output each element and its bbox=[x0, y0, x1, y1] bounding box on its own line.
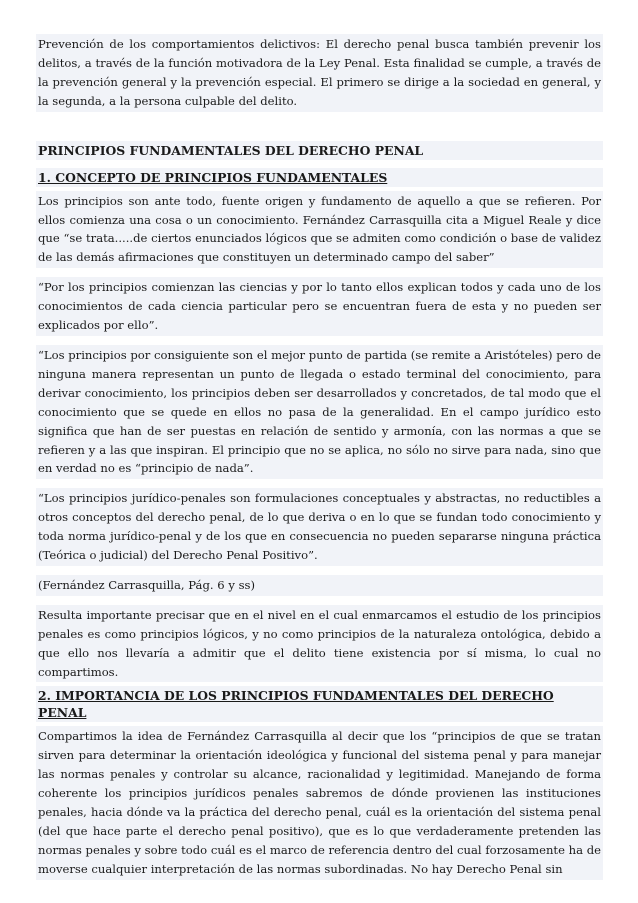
paragraph-block bbox=[36, 575, 603, 596]
paragraph-block bbox=[36, 488, 603, 566]
paragraph-block bbox=[36, 191, 603, 269]
spacer bbox=[36, 121, 603, 141]
section-1-paragraph-5: Resulta importante precisar que en el nivel en el cual enmarcamos el estudio de los principios penales es como principios lógicos, y no como principios de la naturaleza ontológica, debido a que ello nos llevaría a admitir que el delito tiene existencia por sí misma, lo cual no compartimos. bbox=[38, 607, 601, 679]
section-1-paragraph-2: “Por los principios comienzan las ciencias y por lo tanto ellos explican todos y cada uno de los conocimientos de cada ciencia particular pero se encuentran fuera de esta y no pueden ser explicados por ello”. bbox=[38, 280, 601, 333]
paragraph-block bbox=[36, 277, 603, 336]
paragraph-block bbox=[36, 345, 603, 479]
paragraph-block bbox=[36, 34, 603, 112]
main-title: PRINCIPIOS FUNDAMENTALES DEL DERECHO PENAL bbox=[36, 141, 603, 160]
citation: (Fernández Carrasquilla, Pág. 6 y ss) bbox=[38, 577, 255, 592]
section-1-paragraph-4: “Los principios jurídico-penales son formulaciones conceptuales y abstractas, no reductibles a otros conceptos del derecho penal, de lo que deriva o en lo que se fundan todo conocimiento y toda norma jurídico-penal y de los que en consecuencia no pueden separarse ninguna práctica (Teórica o judicial) del Derecho Penal Positivo”. bbox=[38, 491, 601, 563]
section-1-paragraph-1: Los principios son ante todo, fuente origen y fundamento de aquello a que se refieren. Por ellos comienza una cosa o un conocimiento. Fernández Carrasquilla cita a Miguel Reale y dice que “se trata.....de ciertos enunciados lógicos que se admiten como condición o base de validez de las demás afirmaciones que constituyen un determinado campo del saber” bbox=[38, 193, 601, 265]
section-2-heading: 2. IMPORTANCIA DE LOS PRINCIPIOS FUNDAMENTALES DEL DERECHO PENAL bbox=[36, 686, 603, 722]
section-1-heading: 1. CONCEPTO DE PRINCIPIOS FUNDAMENTALES bbox=[36, 168, 603, 187]
paragraph-prevencion: Prevención de los comportamientos delictivos: El derecho penal busca también prevenir los delitos, a través de la función motivadora de la Ley Penal. Esta finalidad se cumple, a través de la prevención general y la prevención especial. El primero se dirige a la sociedad en general, y la segunda, a la persona culpable del delito. bbox=[38, 37, 601, 108]
paragraph-block bbox=[36, 726, 603, 879]
section-1-paragraph-3: “Los principios por consiguiente son el mejor punto de partida (se remite a Aristóteles) pero de ninguna manera representan un punto de llegada o estado terminal del conocimiento, para derivar conocimiento, los principios deben ser desarrollados y concretados, de tal modo que el conocimiento que se quede en ellos no pasa de la generalidad. En el campo jurídico esto significa que han de ser puestas en relación de sentido y armonía, con las normas a que se refieren y a las que inspiran. El principio que no se aplica, no sólo no sirve para nada, sino que en verdad no es “principio de nada”. bbox=[38, 347, 601, 476]
document-page bbox=[36, 34, 603, 889]
paragraph-block bbox=[36, 605, 603, 683]
section-2-paragraph-1: Compartimos la idea de Fernández Carrasquilla al decir que los “principios de que se tratan sirven para determinar la orientación ideológica y funcional del sistema penal y para manejar las normas penales y controlar su alcance, racionalidad y legitimidad. Manejando de forma coherente los principios jurídicos penales sabremos de dónde provienen las instituciones penales, hacia dónde va la práctica del derecho penal, cuál es la orientación del sistema penal (del que hace parte el derecho penal positivo), que es lo que verdaderamente pretenden las normas penales y sobre todo cuál es el marco de referencia dentro del cual forzosamente ha de moverse cualquier interpretación de las normas subordinadas. No hay Derecho Penal sin bbox=[38, 729, 601, 876]
